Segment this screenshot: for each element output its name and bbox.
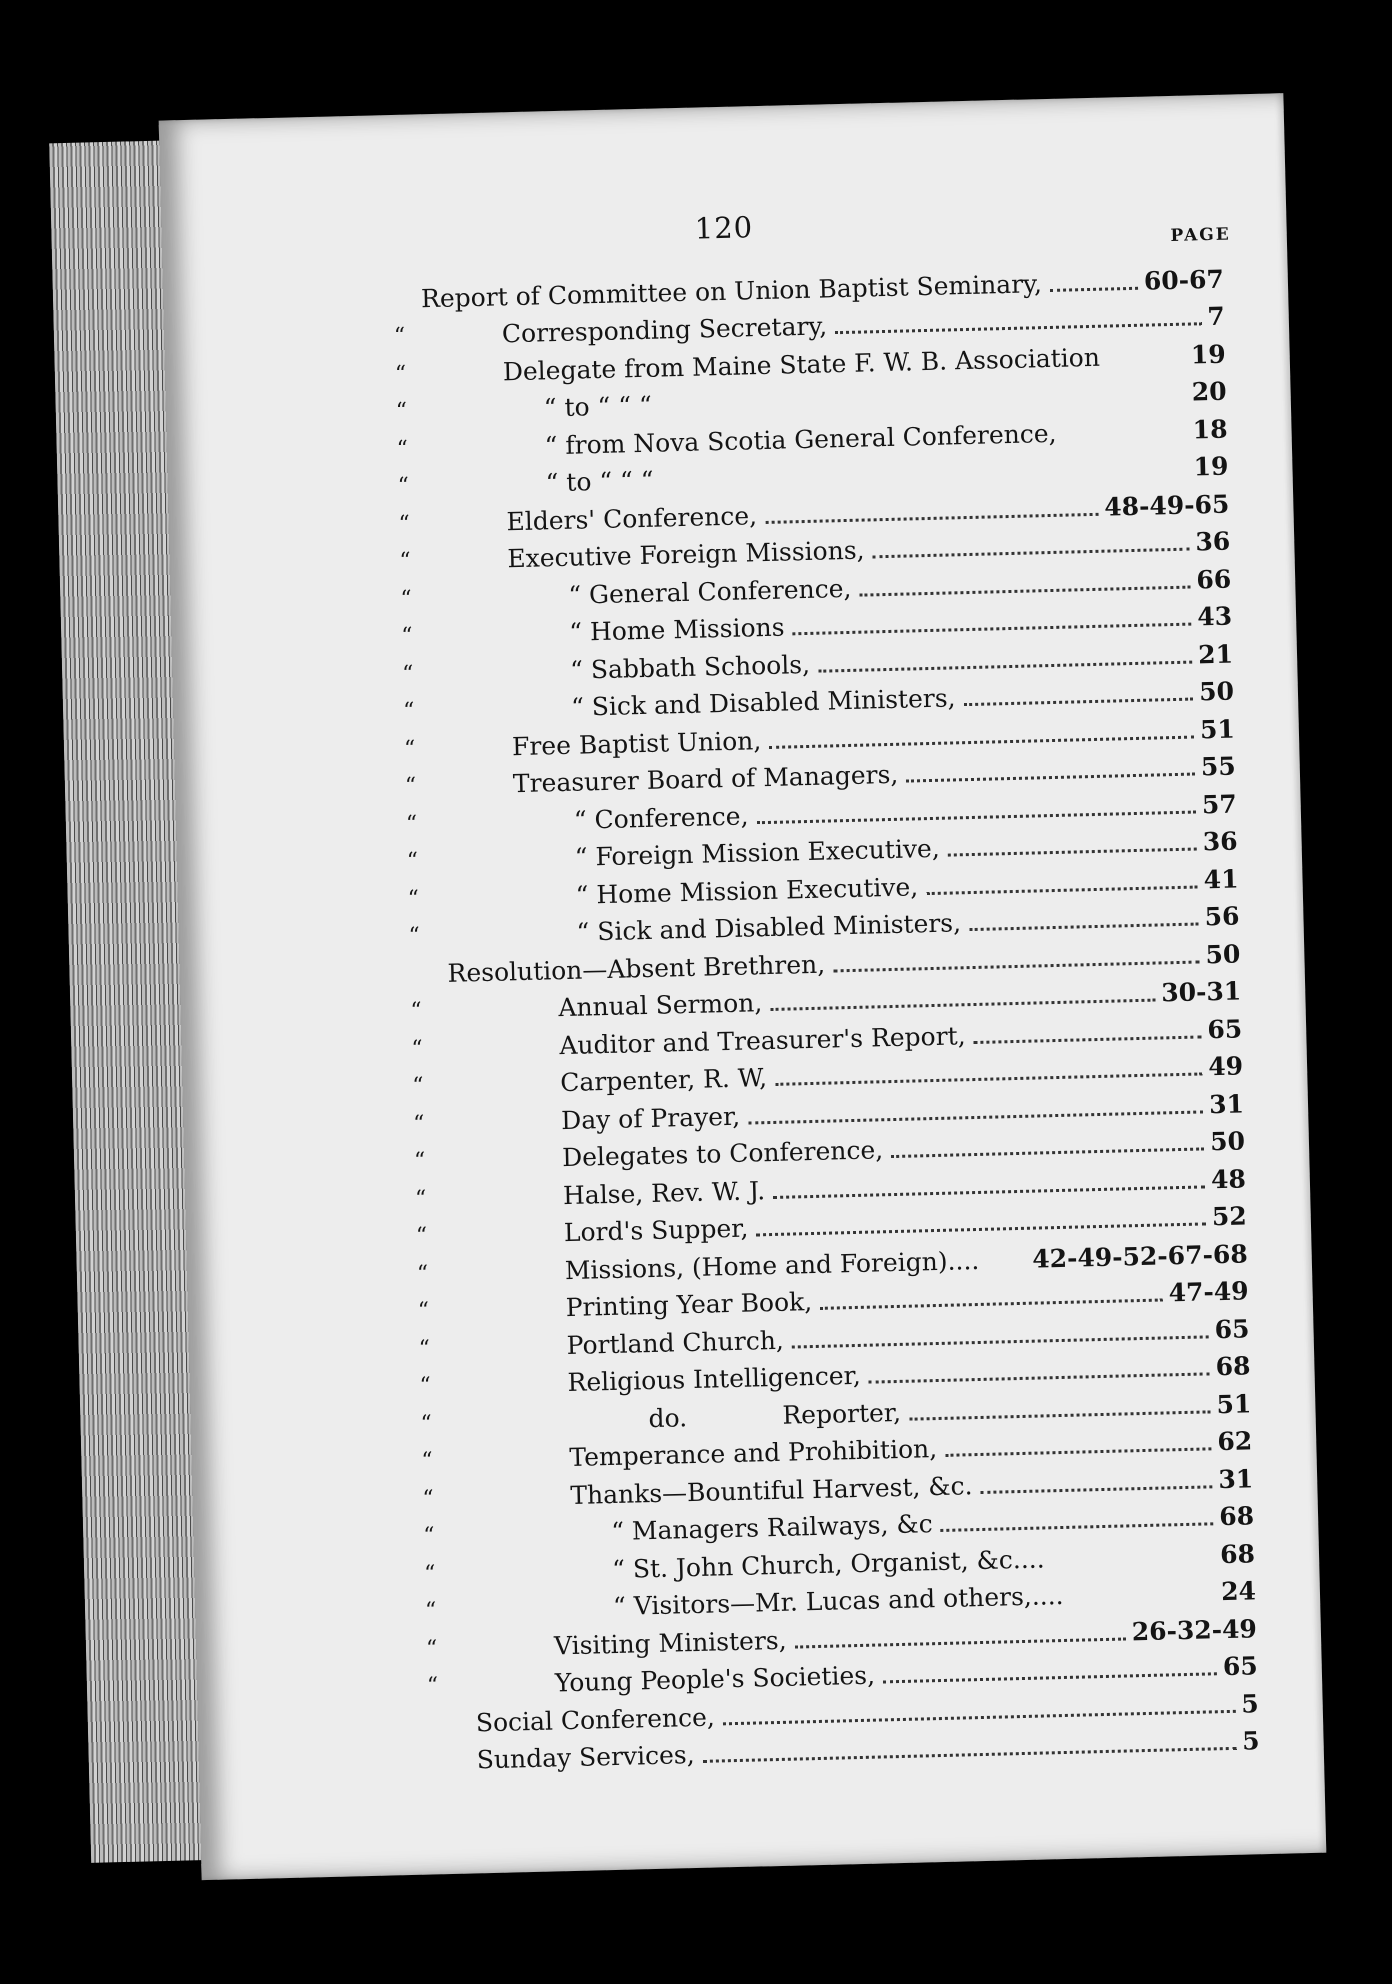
- page-column-header: PAGE: [1170, 224, 1231, 246]
- ditto-mark: “: [425, 1635, 438, 1662]
- entry-label: Carpenter, R. W,: [559, 1063, 768, 1098]
- dot-leader: [869, 1371, 1210, 1383]
- entry-label: Delegates to Conference,: [561, 1135, 884, 1173]
- entry-label: Thanks—Bountiful Harvest, &c.: [569, 1470, 973, 1510]
- ditto-mark: “: [401, 661, 414, 687]
- dot-leader: [770, 998, 1155, 1011]
- entry-page-numbers: 68: [1218, 1501, 1255, 1532]
- entry-page-numbers: 68: [1215, 1351, 1251, 1382]
- index-page: [159, 93, 1327, 1880]
- entry-label: Halse, Rev. W. J.: [562, 1175, 766, 1210]
- dot-leader: [873, 547, 1190, 559]
- entry-label: Visiting Ministers,: [553, 1625, 787, 1660]
- dot-leader: [926, 884, 1198, 895]
- dot-leader: [891, 1146, 1204, 1158]
- entry-page-numbers: 55: [1200, 751, 1237, 782]
- dot-leader: [964, 697, 1194, 707]
- entry-label: “ Sabbath Schools,: [569, 649, 811, 685]
- book-page-photo: [49, 93, 1327, 1883]
- entry-page-numbers: 48: [1210, 1163, 1247, 1194]
- entry-page-numbers: 66: [1196, 564, 1232, 594]
- ditto-mark: “: [405, 811, 418, 837]
- entry-label: Corresponding Secretary,: [501, 311, 828, 349]
- entry-page-numbers: 48-49-65: [1103, 489, 1230, 522]
- entry-page-numbers: 5: [1240, 1688, 1260, 1719]
- entry-page-numbers: 36: [1202, 826, 1238, 857]
- entry-page-numbers: 68: [1219, 1538, 1256, 1569]
- entry-page-numbers: 57: [1201, 789, 1238, 819]
- entry-label: do. Reporter,: [648, 1397, 902, 1433]
- dot-leader: [945, 1446, 1211, 1457]
- dot-leader: [820, 1297, 1163, 1309]
- entry-label: “ Managers Railways, &c: [610, 1509, 933, 1547]
- entry-page-numbers: 36: [1195, 526, 1231, 557]
- entry-label: Annual Sermon,: [558, 988, 763, 1023]
- dot-leader: [909, 1409, 1211, 1420]
- ditto-mark: “: [414, 1185, 427, 1212]
- ditto-mark: “: [399, 548, 412, 574]
- index-entries: [393, 257, 1260, 1777]
- entry-label: Sunday Services,: [476, 1740, 695, 1775]
- ditto-mark: “: [394, 361, 407, 387]
- ditto-mark: [429, 1776, 457, 1777]
- dot-leader: [795, 1636, 1126, 1648]
- entry-label: “ General Conference,: [568, 573, 852, 610]
- ditto-mark: “: [420, 1410, 433, 1437]
- dot-leader: [941, 1521, 1214, 1532]
- page-number: 120: [694, 210, 754, 246]
- entry-page-numbers: 30-31: [1160, 976, 1242, 1008]
- entry-page-numbers: 43: [1196, 601, 1233, 632]
- ditto-mark: “: [395, 398, 408, 424]
- entry-page-numbers: 65: [1222, 1651, 1259, 1682]
- entry-page-numbers: 52: [1211, 1201, 1248, 1232]
- entry-page-numbers: 7: [1206, 301, 1226, 332]
- entry-label: Resolution—Absent Brethren,: [447, 949, 826, 988]
- dot-leader: [906, 772, 1195, 783]
- dot-leader: [883, 1671, 1217, 1683]
- entry-label: Day of Prayer,: [560, 1101, 741, 1135]
- entry-page-numbers: 18: [1192, 414, 1228, 444]
- entry-page-numbers: 65: [1207, 1013, 1243, 1044]
- entry-label: Report of Committee on Union Baptist Seminary,: [420, 268, 1043, 313]
- entry-label: Temperance and Prohibition,: [569, 1434, 938, 1473]
- entry-label: “ Visitors—Mr. Lucas and others,....: [612, 1580, 1064, 1621]
- entry-label: “ Foreign Mission Executive,: [574, 833, 941, 872]
- entry-label: Free Baptist Union,: [511, 725, 762, 761]
- entry-label: Young People's Societies,: [554, 1660, 876, 1698]
- dot-leader: [833, 959, 1200, 972]
- entry-label: Executive Foreign Missions,: [507, 535, 865, 574]
- entry-page-numbers: 50: [1209, 1126, 1246, 1157]
- ditto-mark: “: [413, 1148, 426, 1174]
- dot-leader: [818, 659, 1192, 672]
- entry-label: “ Home Missions: [568, 612, 785, 647]
- entry-page-numbers: 47-49: [1168, 1276, 1249, 1308]
- entry-label: Auditor and Treasurer's Report,: [559, 1020, 966, 1060]
- entry-page-numbers: 50: [1198, 676, 1235, 707]
- entry-page-numbers: 31: [1218, 1463, 1254, 1494]
- entry-label: Missions, (Home and Foreign)....: [564, 1245, 980, 1285]
- entry-page-numbers: 49: [1207, 1051, 1244, 1082]
- entry-page-numbers: 5: [1241, 1726, 1260, 1756]
- ditto-mark: “: [396, 436, 409, 462]
- ditto-mark: “: [402, 698, 415, 724]
- entry-page-numbers: 26-32-49: [1131, 1613, 1258, 1646]
- entry-page-numbers: 50: [1205, 938, 1241, 969]
- ditto-mark: “: [408, 923, 421, 949]
- entry-page-numbers: 20: [1191, 376, 1227, 407]
- dot-leader: [703, 1746, 1237, 1763]
- entry-label: Elders' Conference,: [506, 500, 758, 536]
- entry-page-numbers: 19: [1190, 339, 1227, 370]
- entry-page-numbers: 56: [1204, 901, 1240, 932]
- ditto-mark: “: [419, 1373, 432, 1399]
- ditto-mark: “: [403, 736, 416, 762]
- ditto-mark: “: [418, 1335, 431, 1362]
- ditto-mark: “: [423, 1560, 436, 1587]
- ditto-mark: “: [400, 586, 412, 612]
- ditto-mark: “: [416, 1260, 429, 1287]
- ditto-mark: “: [410, 998, 423, 1024]
- ditto-mark: “: [417, 1298, 430, 1324]
- dot-leader: [835, 321, 1201, 334]
- entry-label: Social Conference,: [475, 1702, 716, 1737]
- ditto-mark: “: [415, 1223, 428, 1249]
- entry-page-numbers: 51: [1199, 714, 1236, 744]
- entry-page-numbers: 65: [1214, 1313, 1250, 1344]
- entry-label: Delegate from Maine State F. W. B. Association: [502, 342, 1101, 386]
- dot-leader: [1050, 285, 1138, 291]
- entry-page-numbers: 31: [1208, 1088, 1245, 1119]
- entry-page-numbers: 51: [1216, 1388, 1252, 1419]
- entry-label: “ Sick and Disabled Ministers,: [576, 908, 962, 947]
- entry-label: Portland Church,: [566, 1325, 785, 1360]
- ditto-mark: “: [404, 773, 417, 799]
- entry-page-numbers: 62: [1217, 1426, 1253, 1457]
- ditto-mark: “: [423, 1523, 435, 1549]
- entry-label: Printing Year Book,: [565, 1287, 813, 1323]
- ditto-mark: “: [422, 1485, 434, 1512]
- entry-page-numbers: 21: [1197, 639, 1234, 669]
- ditto-mark: “: [393, 323, 406, 349]
- entry-label: Religious Intelligencer,: [567, 1360, 862, 1398]
- dot-leader: [948, 847, 1197, 857]
- dot-leader: [765, 511, 1098, 523]
- entry-label: Treasurer Board of Managers,: [512, 759, 899, 799]
- entry-label: “ Conference,: [573, 800, 749, 835]
- entry-page-numbers: 60-67: [1143, 264, 1225, 296]
- ditto-mark: “: [426, 1673, 439, 1699]
- ditto-mark: “: [412, 1110, 425, 1137]
- entry-label: “ Sick and Disabled Ministers,: [570, 683, 956, 722]
- entry-label: “ to “ “ “: [545, 465, 654, 498]
- entry-page-numbers: 42-49-52-67-68: [1031, 1238, 1249, 1274]
- ditto-mark: “: [406, 848, 419, 874]
- ditto-mark: “: [424, 1598, 437, 1624]
- ditto-mark: “: [411, 1035, 423, 1062]
- dot-leader: [969, 921, 1199, 931]
- dot-leader: [859, 584, 1190, 596]
- dot-leader: [981, 1484, 1213, 1494]
- entry-label: “ from Nova Scotia General Conference,: [544, 418, 1057, 460]
- entry-label: “ to “ “ “: [543, 390, 653, 423]
- dot-leader: [974, 1034, 1202, 1044]
- ditto-mark: “: [398, 511, 411, 537]
- entry-label: Lord's Supper,: [563, 1213, 749, 1248]
- ditto-mark: “: [407, 886, 420, 912]
- entry-page-numbers: 41: [1203, 864, 1239, 894]
- ditto-mark: “: [412, 1073, 424, 1099]
- entry-label: “ Home Mission Executive,: [575, 871, 919, 910]
- ditto-mark: “: [421, 1448, 434, 1474]
- ditto-mark: “: [397, 473, 410, 499]
- entry-page-numbers: 24: [1220, 1576, 1257, 1607]
- entry-page-numbers: 19: [1193, 451, 1229, 482]
- entry-label: “ St. John Church, Organist, &c....: [611, 1543, 1045, 1584]
- ditto-mark: “: [401, 623, 413, 649]
